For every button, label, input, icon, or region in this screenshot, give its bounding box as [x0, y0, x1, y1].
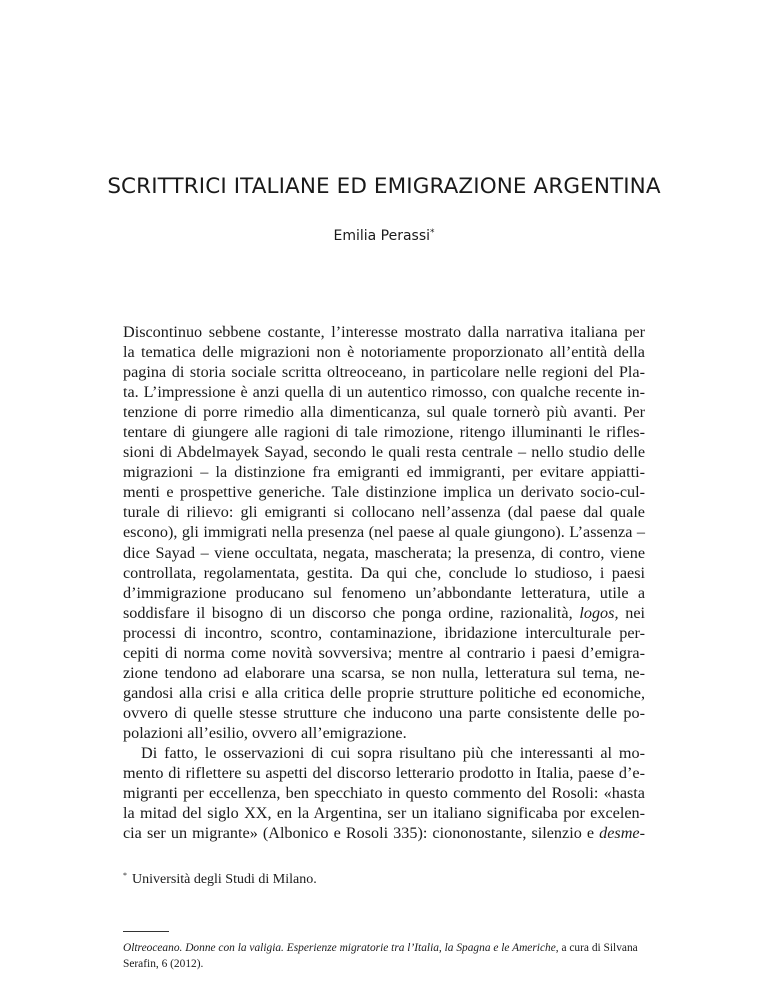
body-line: pagina di storia sociale scritta oltreoceano, in particolare nelle regioni del Pla- [123, 363, 645, 382]
italic-term: logos, [579, 603, 619, 622]
body-line [123, 823, 645, 843]
body-line: d’immigrazione producano sul fenomeno un’abbondante letteratura, utile a [123, 583, 645, 602]
italic-term: desme- [599, 824, 645, 843]
body-text [123, 322, 645, 843]
body-line: mento di riflettere su aspetti del discorso letterario prodotto in Italia, paese d’e- [123, 764, 645, 783]
body-line: polazioni all’esilio, ovvero all’emigrazione. [123, 723, 407, 742]
source-citation [123, 940, 645, 972]
body-line: migranti per eccellenza, ben specchiato in questo commento del Rosoli: «hasta [123, 784, 645, 803]
body-line: migrazioni – la distinzione fra emigranti ed immigranti, per evitare appiatti- [123, 463, 645, 482]
body-line: zione tendono ad elaborare una scarsa, se non nulla, letteratura sul tema, ne- [123, 663, 645, 682]
author-footnote-mark: * [430, 228, 435, 238]
source-line [123, 940, 645, 956]
body-line: menti e prospettive generiche. Tale distinzione implica un derivato socio-cul- [123, 483, 645, 502]
author-line [0, 228, 768, 244]
body-line: ta. L’impressione è anzi quella di un autentico rimosso, con qualche recente in- [123, 383, 645, 402]
body-line: processi di incontro, scontro, contaminazione, ibridazione interculturale per- [123, 623, 645, 642]
body-line: la tematica delle migrazioni non è notoriamente proporzionato all’entità della [123, 343, 645, 362]
body-line: escono), gli immigrati nella presenza (nel paese al quale giungono). L’assenza – [123, 523, 645, 542]
footnote-text: Università degli Studi di Milano. [132, 872, 317, 887]
body-line: gandosi alla crisi e alla critica delle proprie strutture politiche ed economiche, [123, 683, 645, 702]
footnote [123, 871, 645, 888]
body-line-segment: cia ser un migrante» (Albonico e Rosoli 335): ciononostante, silenzio e [123, 824, 595, 843]
source-line: Serafin, 6 (2012). [123, 958, 204, 970]
body-line: sioni di Abdelmayek Sayad, secondo le quali resta centrale – nello studio delle [123, 443, 645, 462]
body-line: ovvero di quelle stesse strutture che inducono una parte consistente delle po- [123, 703, 645, 722]
body-line: turale di rilievo: gli emigranti si collocano nell’assenza (dal paese dal quale [123, 503, 645, 522]
body-line: dice Sayad – viene occultata, negata, mascherata; la presenza, di contro, viene [123, 543, 645, 562]
source-journal: Oltreoceano. Donne con la valigia. Esperienze migratorie tra l’Italia, la Spagna e le Americhe [123, 942, 556, 954]
body-line-segment: nei [625, 603, 646, 622]
body-line: controllata, regolamentata, gestita. Da qui che, conclude lo studioso, i paesi [123, 563, 645, 582]
body-line: cepiti di norma come novità sovversiva; mentre al contrario i paesi d’emigra- [123, 643, 645, 662]
body-line: Di fatto, le osservazioni di cui sopra risultano più che interessanti al mo- [141, 743, 645, 762]
body-line [123, 603, 645, 623]
body-line: tentare di giungere alle ragioni di tale rimozione, ritengo illuminanti le rifles- [123, 423, 645, 442]
body-line: la mitad del siglo XX, en la Argentina, ser un italiano significaba por excelen- [123, 804, 645, 823]
footnote-mark: * [123, 871, 127, 880]
source-rest: , a cura di Silvana [555, 942, 638, 954]
body-line: Discontinuo sebbene costante, l’interesse mostrato dalla narrativa italiana per [123, 323, 645, 341]
body-line: tenzione di porre rimedio alla dimenticanza, sul quale tornerò più avanti. Per [123, 403, 645, 422]
footer-divider [123, 931, 169, 932]
body-line-segment: soddisfare il bisogno di un discorso che ponga ordine, razionalità, [123, 603, 573, 622]
author-name: Emilia Perassi [333, 228, 431, 244]
paper-title: SCRITTRICI ITALIANE ED EMIGRAZIONE ARGENTINA [107, 174, 661, 199]
